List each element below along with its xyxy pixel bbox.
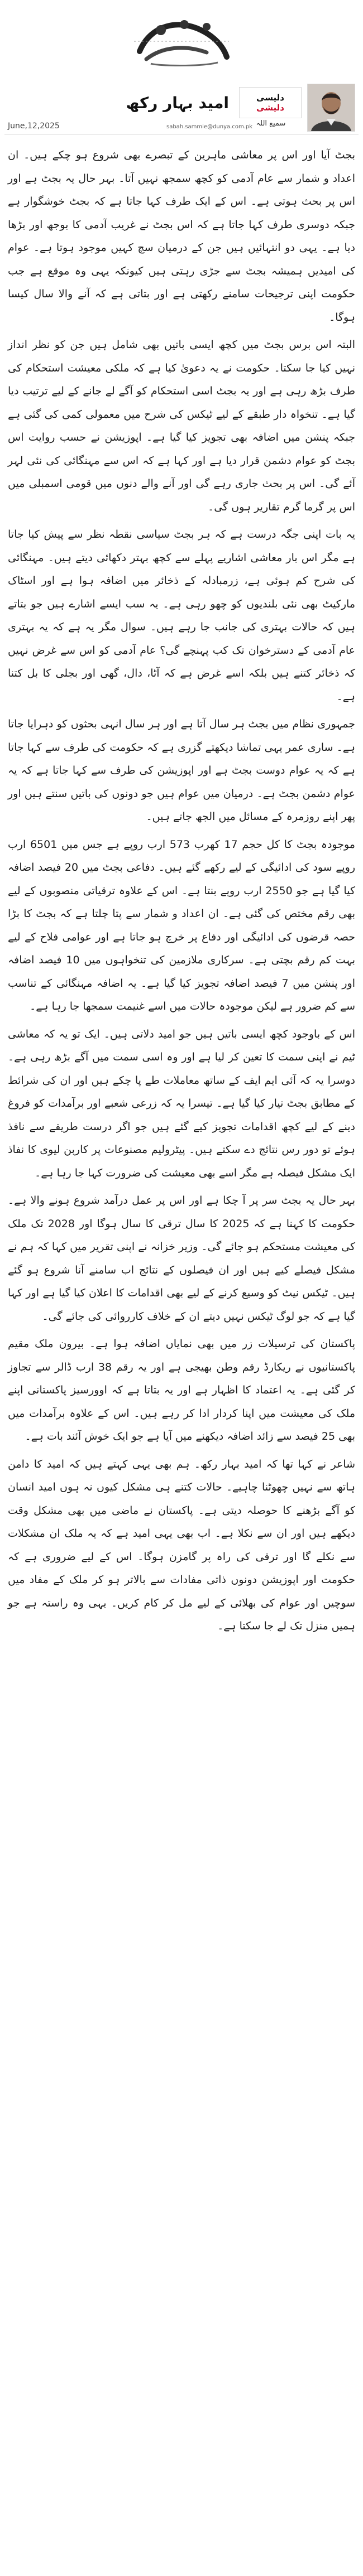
- publish-date: June,12,2025: [8, 122, 60, 131]
- paragraph-2: البتہ اس برس بجٹ میں کچھ ایسی باتیں بھی شامل ہیں جن کو نظر انداز نہیں کیا جا سکتا۔ حکومت نے یہ دعویٰ کیا ہے کہ ملکی معیشت استحکام کی طرف بڑھ رہی ہے اور یہ بجٹ اسی استحکام کو آگے لے جانے کے لیے ترتیب دیا گیا ہے۔ تنخواہ دار طبقے کے لیے ٹیکس کی شرح میں معمولی کمی کی گئی ہے جبکہ پنشن میں اضافہ بھی تجویز کیا گیا ہے۔ اپوزیشن نے حسب روایت اس بجٹ کو عوام دشمن قرار دیا ہے اور کہا ہے کہ اس سے مہنگائی کی نئی لہر آئے گی۔ اس پر بحث جاری رہے گی اور آنے والے دنوں میں قومی اسمبلی میں اس پر گرما گرم تقاریر ہوں گی۔: [8, 339, 355, 513]
- paragraph-5: موجودہ بجٹ کا کل حجم 17 کھرب 573 ارب روپے ہے جس میں 6501 ارب روپے سود کی ادائیگی کے لیے رکھے گئے ہیں۔ دفاعی بجٹ میں 20 فیصد اضافہ کیا گیا ہے جو 2550 ارب روپے بنتا ہے۔ اس کے علاوہ ترقیاتی منصوبوں کے لیے بھی رقم مختص کی گئی ہے۔ ان اعداد و شمار سے پتا چلتا ہے کہ بجٹ کا بڑا حصہ قرضوں کی ادائیگی اور دفاع پر خرچ ہو جاتا ہے اور عوامی فلاح کے لیے بہت کم رقم بچتی ہے۔ سرکاری ملازمین کی تنخواہوں میں 10 فیصد اضافہ اور پنشن میں 7 فیصد اضافہ تجویز کیا گیا ہے۔ یہ اضافہ مہنگائی کے تناسب سے کم ضرور ہے لیکن موجودہ حالات میں اسے غنیمت سمجھا جا رہا ہے۔: [8, 838, 356, 1012]
- newspaper-logo: [117, 8, 246, 74]
- article-body: [8, 144, 355, 1643]
- badge-line2: دلیشی: [256, 103, 284, 113]
- column-title: امید بہار رکھ: [126, 94, 229, 112]
- paragraph-6: اس کے باوجود کچھ ایسی باتیں ہیں جو امید دلاتی ہیں۔ ایک تو یہ کہ معاشی ٹیم نے اپنی سمت کا تعین کر لیا ہے اور وہ اسی سمت میں آگے بڑھ رہی ہے۔ دوسرا یہ کہ آئی ایم ایف کے ساتھ معاملات طے پا چکے ہیں اور ان کی شرائط کے مطابق بجٹ تیار کیا گیا ہے۔ تیسرا یہ کہ زرعی شعبے اور برآمدات کو فروغ دینے کے لیے کچھ اقدامات تجویز کیے گئے ہیں جو اگر درست طریقے سے نافذ ہوئے تو دور رس نتائج دے سکتے ہیں۔ پیٹرولیم مصنوعات پر کاربن لیوی کا نفاذ ایک مشکل فیصلہ ہے مگر اسے بھی معیشت کی ضرورت کہا جا رہا ہے۔: [8, 1027, 355, 1179]
- badge-line1: دلیسی: [256, 93, 284, 103]
- author-photo: [307, 84, 355, 132]
- author-email[interactable]: sabah.sammie@dunya.com.pk: [166, 124, 253, 130]
- masthead: [0, 0, 363, 139]
- paragraph-9: شاعر نے کہا تھا کہ امید بہار رکھ۔ ہم بھی یہی کہتے ہیں کہ امید کا دامن ہاتھ سے نہیں چھوٹنا چاہیے۔ حالات کتنے ہی مشکل کیوں نہ ہوں امید انسان کو آگے بڑھنے کا حوصلہ دیتی ہے۔ پاکستان نے ماضی میں بھی مشکل وقت دیکھے ہیں اور ان سے نکلا ہے۔ اب بھی یہی امید ہے کہ یہ ملک ان مشکلات سے نکلے گا اور ترقی کی راہ پر گامزن ہوگا۔ اس کے لیے ضروری ہے کہ حکومت اور اپوزیشن دونوں ذاتی مفادات سے بالاتر ہو کر ملک کے مفاد میں سوچیں اور عوام کی بھلائی کے لیے مل کر کام کریں۔ یہی وہ راستہ ہے جو ہمیں منزل تک لے جا سکتا ہے۔: [8, 1458, 355, 1632]
- paragraph-1: بجٹ آیا اور اس پر معاشی ماہرین کے تبصرے بھی شروع ہو چکے ہیں۔ ان اعداد و شمار سے عام آدمی کو کچھ سمجھ نہیں آتا۔ بہر حال یہ بجٹ ہے اور اس پر بحث ہوتی ہے۔ اس کے ایک طرف کہا جاتا ہے کہ بجٹ خوشگوار ہے جبکہ دوسری طرف کہا جاتا ہے کہ اس بجٹ نے غریب آدمی کا بوجھ اور بڑھا دیا ہے۔ یہی دو انتہائیں ہیں جن کے درمیان سچ کہیں موجود ہوتا ہے۔ عوام کی امیدیں ہمیشہ بجٹ سے جڑی رہتی ہیں کیونکہ یہی وہ موقع ہے جب حکومت اپنی ترجیحات سامنے رکھتی ہے اور بتاتی ہے کہ آنے والا سال کیسا ہوگا۔: [8, 149, 355, 324]
- paragraph-3: یہ بات اپنی جگہ درست ہے کہ ہر بجٹ سیاسی نقطہ نظر سے پیش کیا جاتا ہے مگر اس بار معاشی اشاریے پہلے سے کچھ بہتر دکھائی دیتے ہیں۔ مہنگائی کی شرح کم ہوئی ہے، زرمبادلہ کے ذخائر میں اضافہ ہوا ہے اور اسٹاک مارکیٹ بھی نئی بلندیوں کو چھو رہی ہے۔ یہ سب ایسے اشارے ہیں جو بتاتے ہیں کہ حالات بہتری کی جانب جا رہے ہیں۔ سوال مگر یہ ہے کہ یہ بہتری عام آدمی کے دسترخوان تک کب پہنچے گی؟ عام آدمی کو اس سے غرض نہیں کہ ذخائر کتنے ہیں بلکہ اسے غرض ہے کہ آٹا، دال، گھی اور بجلی کا بل کتنا ہے۔: [8, 528, 355, 703]
- column-badge: [239, 87, 302, 118]
- author-name: سمیع اللہ: [256, 119, 286, 128]
- byline: [4, 84, 359, 132]
- paragraph-7: بہر حال یہ بجٹ سر پر آ چکا ہے اور اس پر عمل درآمد شروع ہونے والا ہے۔ حکومت کا کہنا ہے کہ 2025 کا سال ترقی کا سال ہوگا اور 2028 تک ملک کی معیشت مستحکم ہو جائے گی۔ وزیر خزانہ نے اپنی تقریر میں کہا کہ ہم نے مشکل فیصلے کیے ہیں اور ان فیصلوں کے نتائج اب سامنے آنا شروع ہو گئے ہیں۔ ٹیکس نیٹ کو وسیع کرنے کے لیے بھی اقدامات کا اعلان کیا گیا ہے اور کہا گیا ہے کہ جو لوگ ٹیکس نہیں دیتے ان کے خلاف کارروائی کی جائے گی۔: [8, 1194, 355, 1323]
- paragraph-4: جمہوری نظام میں بجٹ ہر سال آتا ہے اور ہر سال انہی بحثوں کو دہرایا جاتا ہے۔ ساری عمر یہی تماشا دیکھتے گزری ہے کہ حکومت کی طرف سے کہا جاتا ہے کہ یہ عوام دوست بجٹ ہے اور اپوزیشن کی طرف سے کہا جاتا ہے کہ یہ عوام دشمن بجٹ ہے۔ درمیان میں عوام ہیں جو دونوں کی باتیں سنتے ہیں اور پھر اپنے روزمرہ کے مسائل میں الجھ جاتے ہیں۔: [8, 718, 355, 823]
- paragraph-8: پاکستان کی ترسیلات زر میں بھی نمایاں اضافہ ہوا ہے۔ بیرون ملک مقیم پاکستانیوں نے ریکارڈ رقم وطن بھیجی ہے اور یہ رقم 38 ارب ڈالر سے تجاوز کر گئی ہے۔ یہ اعتماد کا اظہار ہے اور یہ بتاتا ہے کہ اوورسیز پاکستانی اپنے ملک کی معیشت میں اپنا کردار ادا کر رہے ہیں۔ اس کے علاوہ برآمدات میں بھی 25 فیصد سے زائد اضافہ دیکھنے میں آیا ہے جو ایک خوش آئند بات ہے۔: [8, 1338, 355, 1443]
